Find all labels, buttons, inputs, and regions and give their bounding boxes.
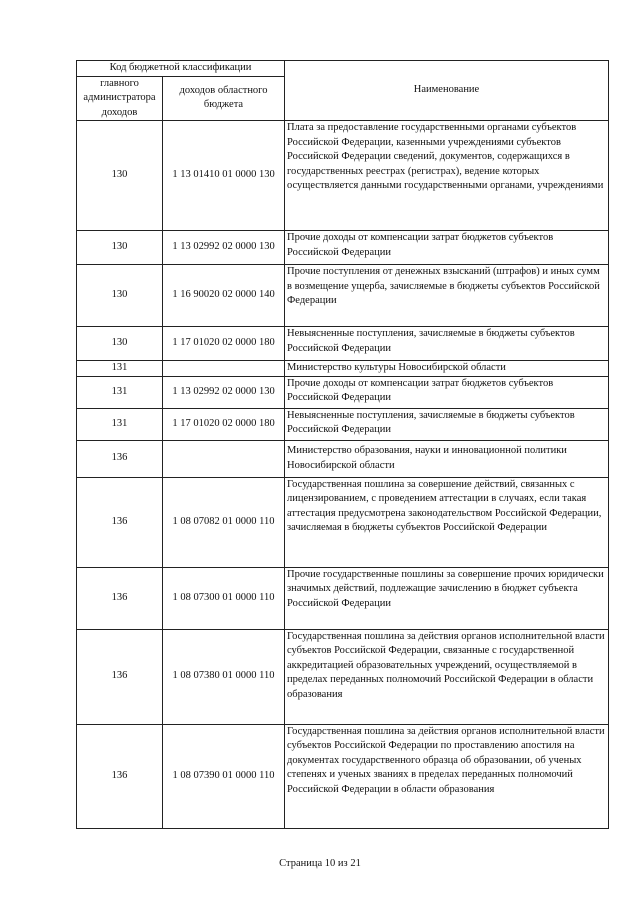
admin-code-cell: 136 xyxy=(77,724,163,828)
income-code-cell: 1 17 01020 02 0000 180 xyxy=(163,327,285,361)
name-cell: Прочие поступления от денежных взысканий (штрафов) и иных сумм в возмещение ущерба, зачисляемые в бюджеты субъектов Российской Федерации xyxy=(285,265,609,327)
name-cell: Государственная пошлина за действия органов исполнительной власти субъектов Российской Федерации, связанные с государственной аккредитацией образовательных учреждений, осуществляемой в пределах переданных полномочий Российской Федерации в области образования xyxy=(285,629,609,724)
name-cell: Прочие доходы от компенсации затрат бюджетов субъектов Российской Федерации xyxy=(285,231,609,265)
name-cell: Государственная пошлина за совершение действий, связанных с лицензированием, с проведением аттестации в случаях, если такая аттестация предусмотрена законодательством Российской Федерации, зачисляемая в бюджеты субъектов Российской Федерации xyxy=(285,477,609,567)
income-code-cell: 1 17 01020 02 0000 180 xyxy=(163,408,285,440)
page-number: Страница 10 из 21 xyxy=(279,858,361,869)
admin-code-cell: 130 xyxy=(77,265,163,327)
section-row xyxy=(77,361,609,377)
income-code-cell: 1 13 01410 01 0000 130 xyxy=(163,121,285,231)
name-cell: Государственная пошлина за действия органов исполнительной власти субъектов Российской Федерации по проставлению апостиля на документах государственного образца об образовании, об ученых степенях и ученых званиях в пределах переданных полномочий Российской Федерации в области образования xyxy=(285,724,609,828)
name-cell: Прочие доходы от компенсации затрат бюджетов субъектов Российской Федерации xyxy=(285,376,609,408)
table-row xyxy=(77,477,609,567)
income-code-cell xyxy=(163,440,285,477)
table-row xyxy=(77,327,609,361)
income-code-cell: 1 08 07380 01 0000 110 xyxy=(163,629,285,724)
table-row xyxy=(77,408,609,440)
table-row xyxy=(77,231,609,265)
section-row xyxy=(77,440,609,477)
table-row xyxy=(77,629,609,724)
ministry-name-cell: Министерство образования, науки и инновационной политики Новосибирской области xyxy=(285,440,609,477)
name-cell: Прочие государственные пошлины за совершение прочих юридически значимых действий, подлежащие зачислению в бюджет субъекта Российской Федерации xyxy=(285,567,609,629)
name-cell: Невыясненные поступления, зачисляемые в бюджеты субъектов Российской Федерации xyxy=(285,408,609,440)
admin-code-cell: 131 xyxy=(77,408,163,440)
budget-classification-table xyxy=(76,60,609,829)
admin-code-cell: 136 xyxy=(77,567,163,629)
name-cell: Плата за предоставление государственными органами субъектов Российской Федерации, казенными учреждениями субъектов Российской Федерации сведений, документов, содержащихся в государственных реестрах (регистрах), ведение которых осуществляется данными государственными органами, учреждениями xyxy=(285,121,609,231)
header-name-cell: Наименование xyxy=(285,61,609,121)
header-group-cell: Код бюджетной классификации xyxy=(77,61,285,77)
admin-code-cell: 130 xyxy=(77,231,163,265)
income-code-cell: 1 13 02992 02 0000 130 xyxy=(163,376,285,408)
header-admin-cell: главного администратора доходов xyxy=(77,76,163,121)
table-row xyxy=(77,567,609,629)
name-cell: Невыясненные поступления, зачисляемые в бюджеты субъектов Российской Федерации xyxy=(285,327,609,361)
ministry-name-cell: Министерство культуры Новосибирской области xyxy=(285,361,609,377)
table-row xyxy=(77,121,609,231)
admin-code-cell: 136 xyxy=(77,477,163,567)
admin-code-cell: 131 xyxy=(77,361,163,377)
admin-code-cell: 130 xyxy=(77,121,163,231)
table-row xyxy=(77,265,609,327)
income-code-cell xyxy=(163,361,285,377)
income-code-cell: 1 13 02992 02 0000 130 xyxy=(163,231,285,265)
income-code-cell: 1 08 07390 01 0000 110 xyxy=(163,724,285,828)
admin-code-cell: 130 xyxy=(77,327,163,361)
table-row xyxy=(77,724,609,828)
admin-code-cell: 136 xyxy=(77,629,163,724)
income-code-cell: 1 08 07300 01 0000 110 xyxy=(163,567,285,629)
table-row xyxy=(77,376,609,408)
admin-code-cell: 136 xyxy=(77,440,163,477)
header-income-cell: доходов областного бюджета xyxy=(163,76,285,121)
admin-code-cell: 131 xyxy=(77,376,163,408)
income-code-cell: 1 08 07082 01 0000 110 xyxy=(163,477,285,567)
income-code-cell: 1 16 90020 02 0000 140 xyxy=(163,265,285,327)
